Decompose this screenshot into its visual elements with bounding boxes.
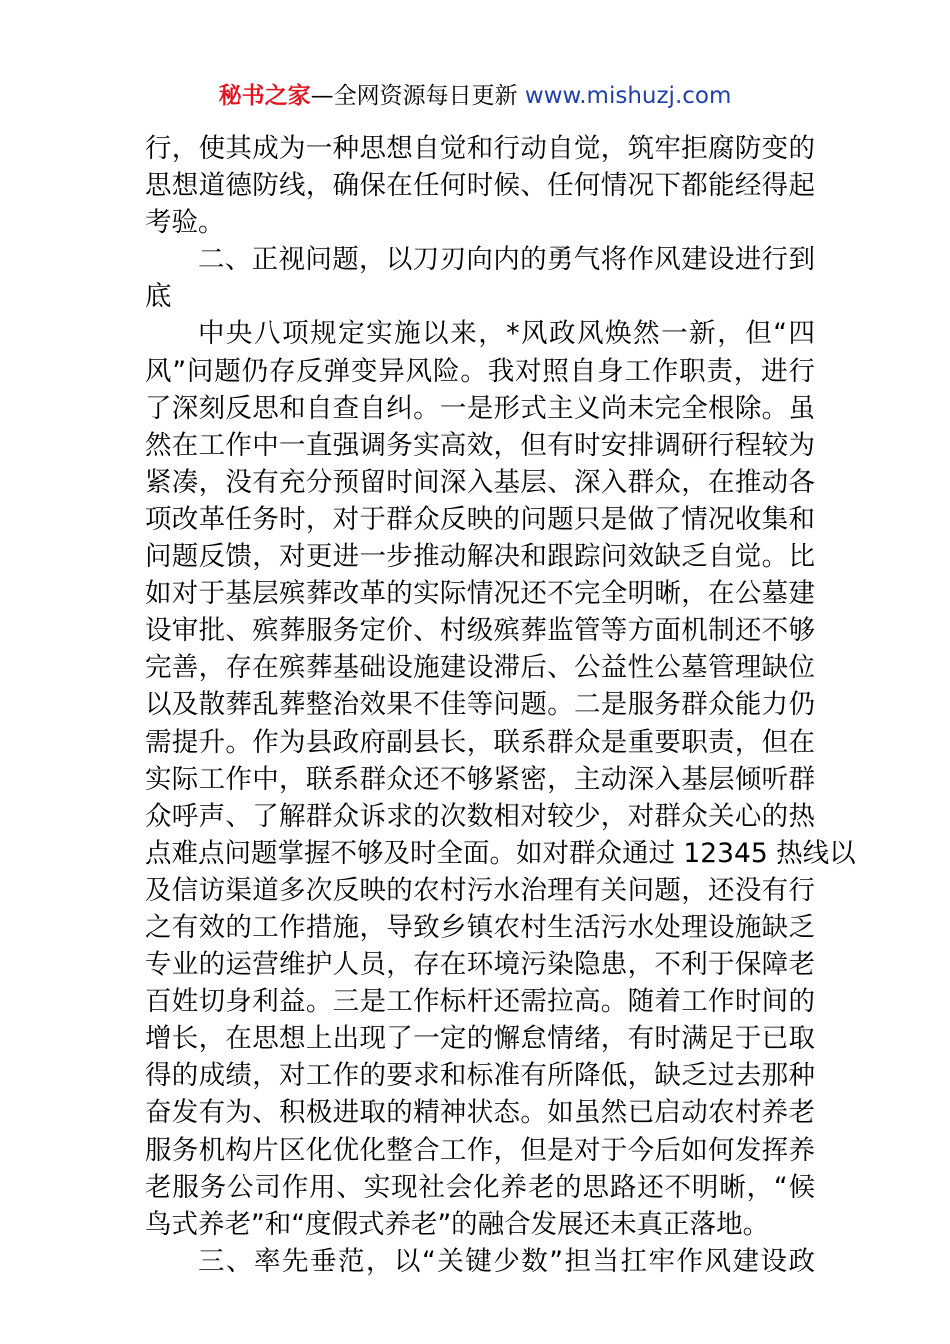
text-line: 思想道德防线，确保在任何时候、任何情况下都能经得起 [145,170,815,202]
site-tagline: —全网资源每日更新 [310,83,518,109]
text-line: 问题反馈，对更进一步推动解决和跟踪问效缺乏自觉。比 [145,541,815,573]
text-line: 众呼声、了解群众诉求的次数相对较少，对群众关心的热 [145,800,815,832]
text-line: 项改革任务时，对于群众反映的问题只是做了情况收集和 [145,503,815,535]
site-url[interactable]: www.mishuzj.com [517,83,732,109]
text-line: 百姓切身利益。三是工作标杆还需拉高。随着工作时间的 [145,986,815,1018]
text-line: 紧凑，没有充分预留时间深入基层、深入群众，在推动各 [145,466,815,498]
text-line: 考验。 [145,207,225,239]
text-line: 之有效的工作措施，导致乡镇农村生活污水处理设施缺乏 [145,911,815,943]
text-line: 点难点问题掌握不够及时全面。如对群众通过 12345 热线以 [145,837,856,869]
text-line: 行，使其成为一种思想自觉和行动自觉，筑牢拒腐防变的 [145,133,815,164]
text-line: 三、率先垂范，以“关键少数”担当扛牢作风建设政 [198,1245,815,1277]
text-line: 需提升。作为县政府副县长，联系群众是重要职责，但在 [145,726,815,758]
text-line: 了深刻反思和自查自纠。一是形式主义尚未完全根除。虽 [145,392,815,424]
text-line: 中央八项规定实施以来，*风政风焕然一新，但“四 [198,318,815,350]
site-header [0,80,950,112]
text-line: 鸟式养老”和“度假式养老”的融合发展还未真正落地。 [145,1208,770,1240]
text-line: 设审批、殡葬服务定价、村级殡葬监管等方面机制还不够 [145,615,815,647]
text-line: 实际工作中，联系群众还不够紧密，主动深入基层倾听群 [145,763,815,795]
text-line: 及信访渠道多次反映的农村污水治理有关问题，还没有行 [145,874,815,906]
text-line: 增长，在思想上出现了一定的懈怠情绪，有时满足于已取 [145,1023,815,1055]
document-body [145,130,856,1280]
text-line: 专业的运营维护人员，存在环境污染隐患，不利于保障老 [145,949,815,981]
text-line: 得的成绩，对工作的要求和标准有所降低，缺乏过去那种 [145,1060,815,1092]
text-line: 底 [145,281,172,313]
text-line: 然在工作中一直强调务实高效，但有时安排调研行程较为 [145,429,815,461]
text-line: 奋发有为、积极进取的精神状态。如虽然已启动农村养老 [145,1097,815,1129]
site-brand: 秘书之家 [218,83,311,109]
text-line: 服务机构片区化优化整合工作，但是对于今后如何发挥养 [145,1134,815,1166]
text-line: 二、正视问题，以刀刃向内的勇气将作风建设进行到 [198,244,815,276]
text-line: 风”问题仍存反弹变异风险。我对照自身工作职责，进行 [145,355,815,387]
text-line: 以及散葬乱葬整治效果不佳等问题。二是服务群众能力仍 [145,689,815,721]
text-line: 老服务公司作用、实现社会化养老的思路还不明晰，“候 [145,1171,815,1203]
text-line: 完善，存在殡葬基础设施建设滞后、公益性公墓管理缺位 [145,652,815,684]
text-line: 如对于基层殡葬改革的实际情况还不完全明晰，在公墓建 [145,578,815,610]
